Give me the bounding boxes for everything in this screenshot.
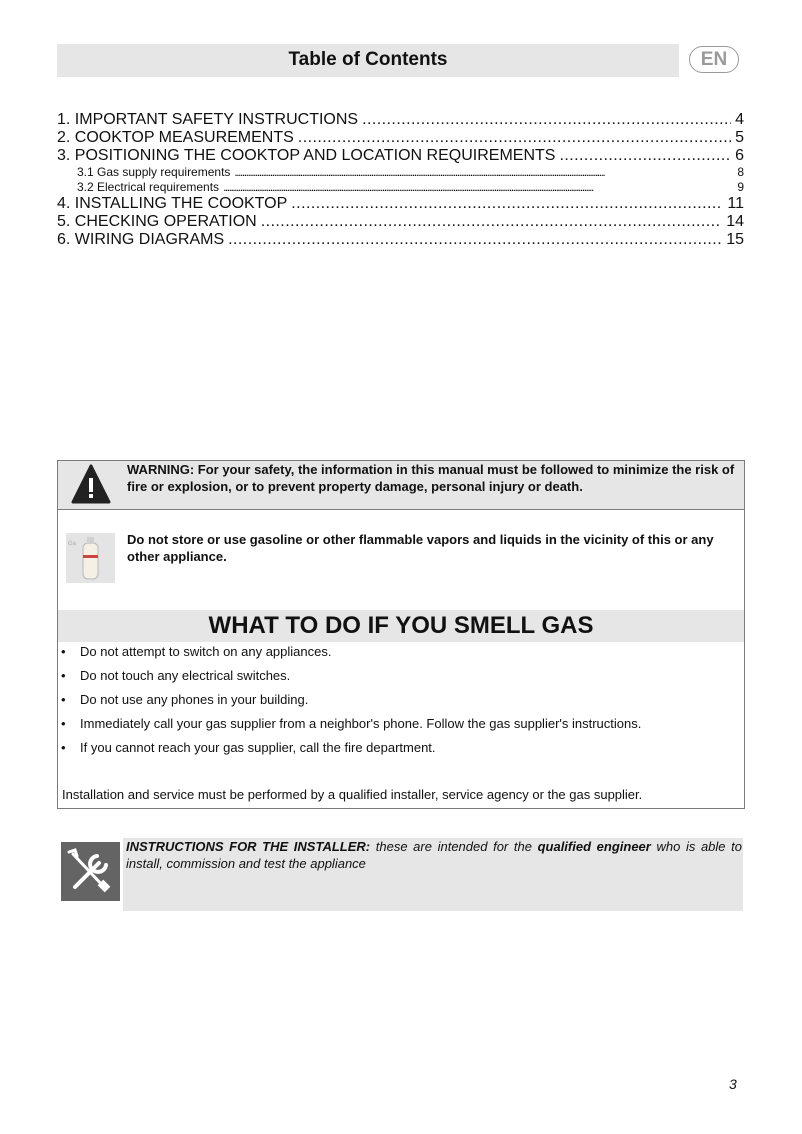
- list-item-text: Do not touch any electrical switches.: [80, 668, 291, 683]
- toc-entry[interactable]: [57, 231, 744, 249]
- warning-text: WARNING: For your safety, the information in this manual must be followed to minimize the risk of fire or explosion, or to prevent property damage, personal injury or death.: [127, 462, 735, 494]
- warning-triangle-icon: [71, 463, 111, 510]
- toc-entry[interactable]: [57, 147, 744, 165]
- installer-heading: INSTRUCTIONS FOR THE INSTALLER:: [126, 839, 371, 854]
- toc-entry-page: 4: [735, 111, 744, 128]
- list-item: [58, 714, 744, 738]
- list-item-text: Do not use any phones in your building.: [80, 692, 309, 707]
- toc-entry[interactable]: [57, 111, 744, 129]
- bullet-icon: •: [61, 644, 66, 659]
- warning-header: [58, 461, 744, 510]
- toc-leader: [291, 195, 723, 213]
- toc-entry[interactable]: [57, 213, 744, 231]
- list-item: [58, 690, 744, 714]
- toc-entry-label: 2. COOKTOP MEASUREMENTS: [57, 129, 294, 146]
- toc-subentry[interactable]: [57, 165, 744, 180]
- toc-entry-page: 5: [735, 129, 744, 146]
- list-item-text: Do not attempt to switch on any appliances.: [80, 644, 332, 659]
- toc-entry[interactable]: [57, 129, 744, 147]
- toc-entry-page: 11: [727, 195, 744, 212]
- toc-leader: [362, 111, 731, 129]
- toc-entry-label: 1. IMPORTANT SAFETY INSTRUCTIONS: [57, 111, 359, 128]
- installer-instructions: [123, 838, 743, 911]
- toc-entry-label: 3. POSITIONING THE COOKTOP AND LOCATION REQUIREMENTS: [57, 147, 556, 164]
- toc-subentry[interactable]: [57, 180, 744, 195]
- toc-leader: [228, 231, 722, 249]
- toc-entry-label: 6. WIRING DIAGRAMS: [57, 231, 225, 248]
- toc-leader: [559, 147, 731, 165]
- toc-entry-label: 4. INSTALLING THE COOKTOP: [57, 195, 288, 212]
- toc-entry-label: 3.1 Gas supply requirements: [77, 165, 231, 179]
- installation-note: Installation and service must be performed by a qualified installer, service agency or the gas supplier.: [62, 787, 643, 802]
- installer-text-before: these are intended for the: [370, 839, 538, 854]
- toc-leader: [298, 129, 731, 147]
- list-item: [58, 738, 744, 762]
- gas-warning-box: [57, 460, 745, 809]
- gasoline-can-icon: [66, 533, 115, 583]
- smell-gas-title: WHAT TO DO IF YOU SMELL GAS: [208, 612, 594, 639]
- bullet-icon: •: [61, 692, 66, 707]
- list-item-text: Immediately call your gas supplier from a neighbor's phone. Follow the gas supplier's instructions.: [80, 716, 642, 731]
- toc-leader: [261, 213, 722, 231]
- bullet-icon: •: [61, 668, 66, 683]
- toc-leader: [234, 165, 733, 180]
- installer-emphasis: qualified engineer: [537, 839, 651, 854]
- list-item: [58, 642, 744, 666]
- svg-text:Ga: Ga: [68, 541, 77, 547]
- language-badge: EN: [689, 46, 739, 73]
- bullet-icon: •: [61, 716, 66, 731]
- toc-entry-page: 14: [726, 213, 744, 230]
- smell-gas-band: [58, 610, 744, 642]
- toc-entry[interactable]: [57, 195, 744, 213]
- bullet-icon: •: [61, 740, 66, 755]
- toc-entry-page: 6: [735, 147, 744, 164]
- page-title: Table of Contents: [288, 49, 448, 70]
- toc-entry-page: 9: [737, 180, 744, 194]
- installer-text: [126, 838, 742, 872]
- header-bar: [57, 44, 679, 77]
- toc-entry-page: 8: [737, 165, 744, 179]
- toc-entry-label: 5. CHECKING OPERATION: [57, 213, 257, 230]
- toc-leader: [223, 180, 733, 195]
- toc-entry-page: 15: [726, 231, 744, 248]
- installer-text-after: who is able to install, commission and test the appliance: [126, 839, 742, 871]
- tools-icon: [61, 842, 120, 901]
- page-number: 3: [729, 1076, 737, 1092]
- gasoline-warning-text: Do not store or use gasoline or other flammable vapors and liquids in the vicinity of this or any other appliance.: [127, 532, 714, 564]
- toc-entry-label: 3.2 Electrical requirements: [77, 180, 220, 194]
- smell-gas-list: [58, 642, 744, 762]
- list-item: [58, 666, 744, 690]
- table-of-contents: [57, 111, 744, 249]
- list-item-text: If you cannot reach your gas supplier, call the fire department.: [80, 740, 436, 755]
